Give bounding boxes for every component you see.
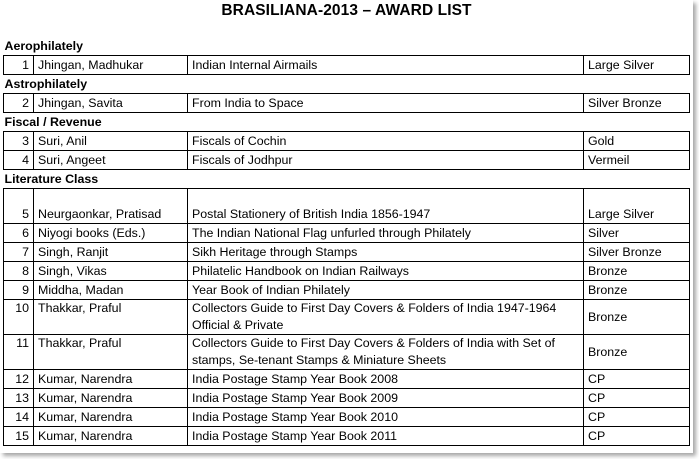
exhibitor-name: Singh, Vikas bbox=[34, 262, 188, 281]
award-level: Bronze bbox=[584, 300, 690, 335]
award-level: CP bbox=[584, 389, 690, 408]
exhibitor-name: Neurgaonkar, Pratisad bbox=[34, 189, 188, 224]
category-row bbox=[4, 170, 690, 189]
exhibit-title: Collectors Guide to First Day Covers & Folders of India with Set of stamps, Se-tenant Stamps & Miniature Sheets bbox=[188, 335, 584, 370]
exhibit-title: India Postage Stamp Year Book 2010 bbox=[188, 408, 584, 427]
table-row bbox=[4, 151, 690, 170]
exhibitor-name: Kumar, Narendra bbox=[34, 370, 188, 389]
award-level: Gold bbox=[584, 132, 690, 151]
exhibitor-name: Jhingan, Madhukar bbox=[34, 56, 188, 75]
exhibit-title: Sikh Heritage through Stamps bbox=[188, 243, 584, 262]
exhibitor-name: Thakkar, Praful bbox=[34, 335, 188, 370]
exhibitor-name: Suri, Angeet bbox=[34, 151, 188, 170]
exhibitor-name: Middha, Madan bbox=[34, 281, 188, 300]
table-row bbox=[4, 189, 690, 224]
exhibit-title: Philatelic Handbook on Indian Railways bbox=[188, 262, 584, 281]
entry-number: 5 bbox=[4, 189, 34, 224]
award-table bbox=[3, 37, 690, 446]
entry-number: 11 bbox=[4, 335, 34, 370]
table-row bbox=[4, 389, 690, 408]
award-level: CP bbox=[584, 427, 690, 446]
award-level: Bronze bbox=[584, 262, 690, 281]
table-row bbox=[4, 56, 690, 75]
table-row bbox=[4, 408, 690, 427]
entry-number: 14 bbox=[4, 408, 34, 427]
table-row bbox=[4, 300, 690, 335]
exhibit-title: Fiscals of Jodhpur bbox=[188, 151, 584, 170]
category-heading: Fiscal / Revenue bbox=[4, 115, 102, 129]
table-row bbox=[4, 370, 690, 389]
exhibit-title: India Postage Stamp Year Book 2011 bbox=[188, 427, 584, 446]
category-row bbox=[4, 37, 690, 56]
entry-number: 1 bbox=[4, 56, 34, 75]
exhibitor-name: Jhingan, Savita bbox=[34, 94, 188, 113]
entry-number: 6 bbox=[4, 224, 34, 243]
exhibit-title: Postal Stationery of British India 1856-1947 bbox=[188, 189, 584, 224]
category-heading: Literature Class bbox=[4, 172, 99, 186]
exhibit-title: Fiscals of Cochin bbox=[188, 132, 584, 151]
table-row bbox=[4, 224, 690, 243]
table-row bbox=[4, 243, 690, 262]
table-row bbox=[4, 427, 690, 446]
exhibitor-name: Kumar, Narendra bbox=[34, 389, 188, 408]
award-level: Silver Bronze bbox=[584, 243, 690, 262]
exhibit-title: Indian Internal Airmails bbox=[188, 56, 584, 75]
exhibit-title: Year Book of Indian Philately bbox=[188, 281, 584, 300]
entry-number: 8 bbox=[4, 262, 34, 281]
award-level: Silver Bronze bbox=[584, 94, 690, 113]
entry-number: 4 bbox=[4, 151, 34, 170]
award-level: Bronze bbox=[584, 335, 690, 370]
entry-number: 9 bbox=[4, 281, 34, 300]
exhibit-title: The Indian National Flag unfurled through Philately bbox=[188, 224, 584, 243]
award-level: Large Silver bbox=[584, 56, 690, 75]
exhibitor-name: Singh, Ranjit bbox=[34, 243, 188, 262]
entry-number: 3 bbox=[4, 132, 34, 151]
table-row bbox=[4, 132, 690, 151]
table-row bbox=[4, 262, 690, 281]
table-row bbox=[4, 281, 690, 300]
entry-number: 7 bbox=[4, 243, 34, 262]
award-level: CP bbox=[584, 408, 690, 427]
award-level: Bronze bbox=[584, 281, 690, 300]
exhibitor-name: Suri, Anil bbox=[34, 132, 188, 151]
exhibitor-name: Niyogi books (Eds.) bbox=[34, 224, 188, 243]
category-heading: Astrophilately bbox=[4, 77, 88, 91]
exhibit-title: Collectors Guide to First Day Covers & Folders of India 1947-1964 Official & Private bbox=[188, 300, 584, 335]
entry-number: 2 bbox=[4, 94, 34, 113]
award-level: CP bbox=[584, 370, 690, 389]
category-heading: Aerophilately bbox=[4, 39, 83, 53]
exhibitor-name: Kumar, Narendra bbox=[34, 408, 188, 427]
award-level: Vermeil bbox=[584, 151, 690, 170]
award-level: Large Silver bbox=[584, 189, 690, 224]
award-level: Silver bbox=[584, 224, 690, 243]
table-row bbox=[4, 94, 690, 113]
entry-number: 15 bbox=[4, 427, 34, 446]
exhibitor-name: Kumar, Narendra bbox=[34, 427, 188, 446]
category-row bbox=[4, 113, 690, 132]
page-title: BRASILIANA-2013 – AWARD LIST bbox=[221, 2, 472, 19]
exhibit-title: From India to Space bbox=[188, 94, 584, 113]
exhibitor-name: Thakkar, Praful bbox=[34, 300, 188, 335]
table-row bbox=[4, 335, 690, 370]
entry-number: 12 bbox=[4, 370, 34, 389]
entry-number: 13 bbox=[4, 389, 34, 408]
exhibit-title: India Postage Stamp Year Book 2009 bbox=[188, 389, 584, 408]
entry-number: 10 bbox=[4, 300, 34, 335]
exhibit-title: India Postage Stamp Year Book 2008 bbox=[188, 370, 584, 389]
category-row bbox=[4, 75, 690, 94]
